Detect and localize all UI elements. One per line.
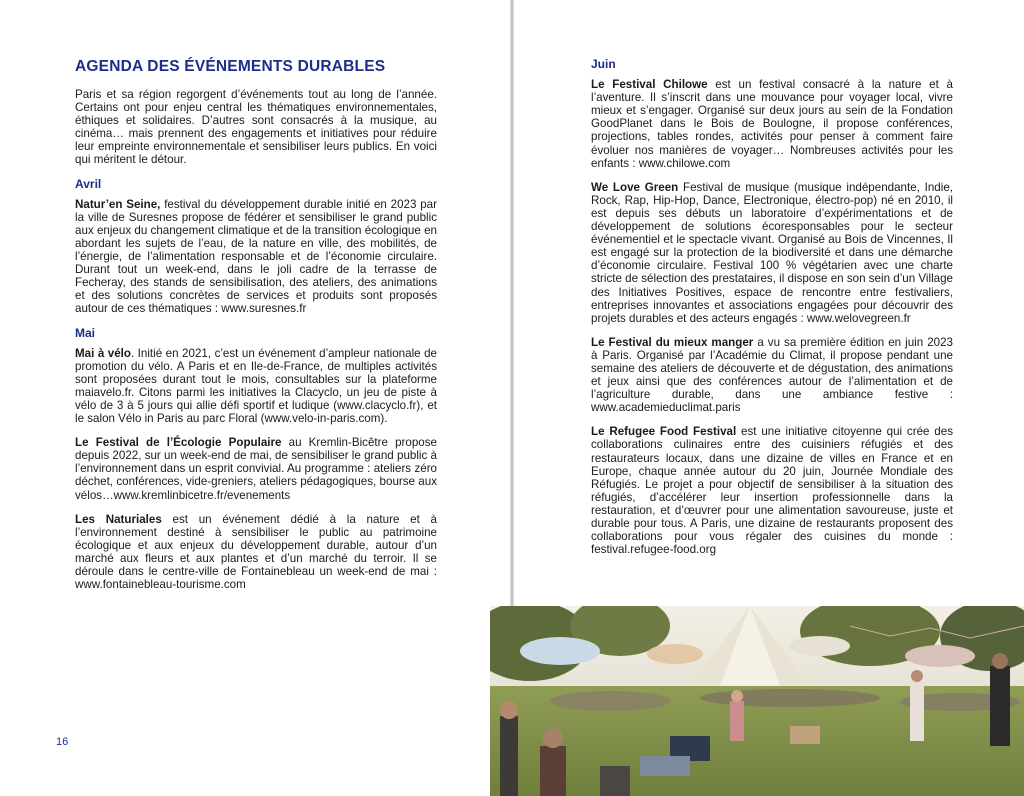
event-name: We Love Green (591, 180, 679, 194)
month-heading-april: Avril (75, 176, 102, 191)
event-description: est un festival consacré à la nature et à l’aventure. Il s’inscrit dans une mouvance pour voyager local, vivre mieux et s’engager. Organisé sur deux jours au sein de la Fondation GoodPlanet dans le Bois de Boulogne, il propose conférences, projections, tables rondes, activités pour penser à comment faire évoluer nos manières de voyager… Nombreuses activités pour les enfants : www.chilowe.com (591, 78, 953, 170)
event-festival-ecologie-populaire (75, 436, 437, 501)
intro-paragraph: Paris et sa région regorgent d’événements tout au long de l’année. Certains ont pour enjeu central les thématiques environnementales, éthiques et solidaires. D’autres sont consacrés à la musique, au cinéma… mais prennent des engagements et initiatives pour réduire leur empreinte environnementale et sensibiliser leurs publics. En voici qui méritent le détour. (75, 88, 437, 167)
event-description: est un événement dédié à la nature et à l’environnement destiné à sensibiliser le public au patrimoine écologique et aux enjeux du développement durable, autour d’un marché aux fleurs et aux plantes et d’un marché du terroir. Il se déroule dans le centre-ville de Fontainebleau un week-end de mai : www.fontainebleau-tourisme.com (75, 512, 437, 592)
event-description: est une initiative citoyenne qui crée des collaborations culinaires entre des cuisiniers réfugiés et des restaurateurs locaux, dans une dizaine de villes en France et en Europe, chaque année autour du 20 juin, Journée Mondiale des Réfugiés. Le projet a pour objectif de sensibiliser à la situation des réfugiés, d’accélérer leur insertion professionnelle dans la restauration, et d’œuvrer pour une alimentation savoureuse, juste et durable pour tous. A Paris, une dizaine de restaurants proposent des collaborations pour vous régaler des cuisines du monde : festival.refugee-food.org (591, 425, 953, 557)
event-name: Le Refugee Food Festival (591, 425, 737, 439)
photo-left-edge (490, 606, 514, 796)
left-page (0, 0, 510, 796)
event-description: festival du développement durable initié en 2023 par la ville de Suresnes propose de fédérer et sensibiliser le grand public aux enjeux du changement climatique et de la transition écologique en abordant les sujets de l’eau, de la nature en ville, des mobilités, de l’énergie, de l’alimentation responsable et de l’économie circulaire. Durant tout un week-end, dans le joli cadre de la terrasse de Fecheray, des stands de sensibilisation, des ateliers, des animations et des solutions concrètes de services et produits sont proposés autour de ces thématiques : www.suresnes.fr (75, 197, 437, 316)
event-name: Mai à vélo (75, 346, 131, 360)
right-column (591, 58, 953, 567)
event-description: au Kremlin-Bicêtre propose depuis 2022, sur un week-end de mai, de sensibiliser le grand public à l’environnement dans un esprit convivial. Au programme : ateliers zéro déchet, conférences, vide-greniers, ateliers pédagogiques, bourse aux vélos…www.kremlinbicetre.fr/evenements (75, 436, 437, 502)
event-mai-a-velo (75, 347, 437, 426)
event-festival-mieux-manger (591, 336, 953, 415)
event-naturiales (75, 513, 437, 592)
event-refugee-food-festival (591, 425, 953, 556)
event-name: Les Naturiales (75, 512, 162, 526)
event-name: Natur’en Seine, (75, 197, 161, 211)
left-column (75, 88, 437, 602)
page-number: 16 (56, 736, 69, 748)
event-description: . Initié en 2021, c’est un événement d’ampleur nationale de promotion du vélo. A Paris et en Ile-de-France, de multiples activités sont proposées durant tout le mois, consultables sur la plateforme maiavelo.fr. Citons parmi les initiatives la Clacyclo, un jeu de piste à vélo de 3 à 5 jours qui allie défi sportif et ludique (www.clacyclo.fr), et le salon Vélo in Paris au parc Floral (www.velo-in-paris.com). (75, 346, 437, 426)
festival-crowd-illustration (490, 606, 1024, 796)
page-title: AGENDA DES ÉVÉNEMENTS DURABLES (75, 58, 386, 75)
month-heading-june: Juin (591, 57, 616, 71)
event-naturen-seine (75, 198, 437, 316)
month-heading-may: Mai (75, 325, 96, 340)
event-we-love-green (591, 181, 953, 325)
event-name: Le Festival du mieux manger (591, 335, 754, 349)
event-description: a vu sa première édition en juin 2023 à Paris. Organisé par l’Académie du Climat, il propose pendant une semaine des ateliers de découverte et de dégustation, des animations et jeux ainsi que des conférences autour de l’alimentation et de l’agriculture durable, dans une ambiance festive : www.academieduclimat.paris (591, 335, 953, 415)
festival-photo (490, 606, 1024, 796)
event-name: Le Festival Chilowe (591, 78, 708, 92)
event-description: Festival de musique (musique indépendante, Indie, Rock, Rap, Hip-Hop, Dance, Electronique, électro-pop) né en 2010, il est depuis ses débuts un laboratoire d’expérimentations et de développement de solutions écoresponsables pour le secteur événementiel et le spectacle vivant. Organisé au Bois de Vincennes, Il est engagé sur la protection de la biodiversité et dans une démarche d’économie circulaire. Festival 100 % végétarien avec une charte stricte de sélection des prestataires, il dispose en son sein d’un Village des Initiatives Positives, espace de rencontre entre festivaliers, entreprises innovantes et associations engagées pour découvrir des projets durables et des acteurs engagés : www.welovegreen.fr (591, 180, 953, 325)
event-name: Le Festival de l’Écologie Populaire (75, 436, 282, 450)
event-festival-chilowe (591, 78, 953, 170)
